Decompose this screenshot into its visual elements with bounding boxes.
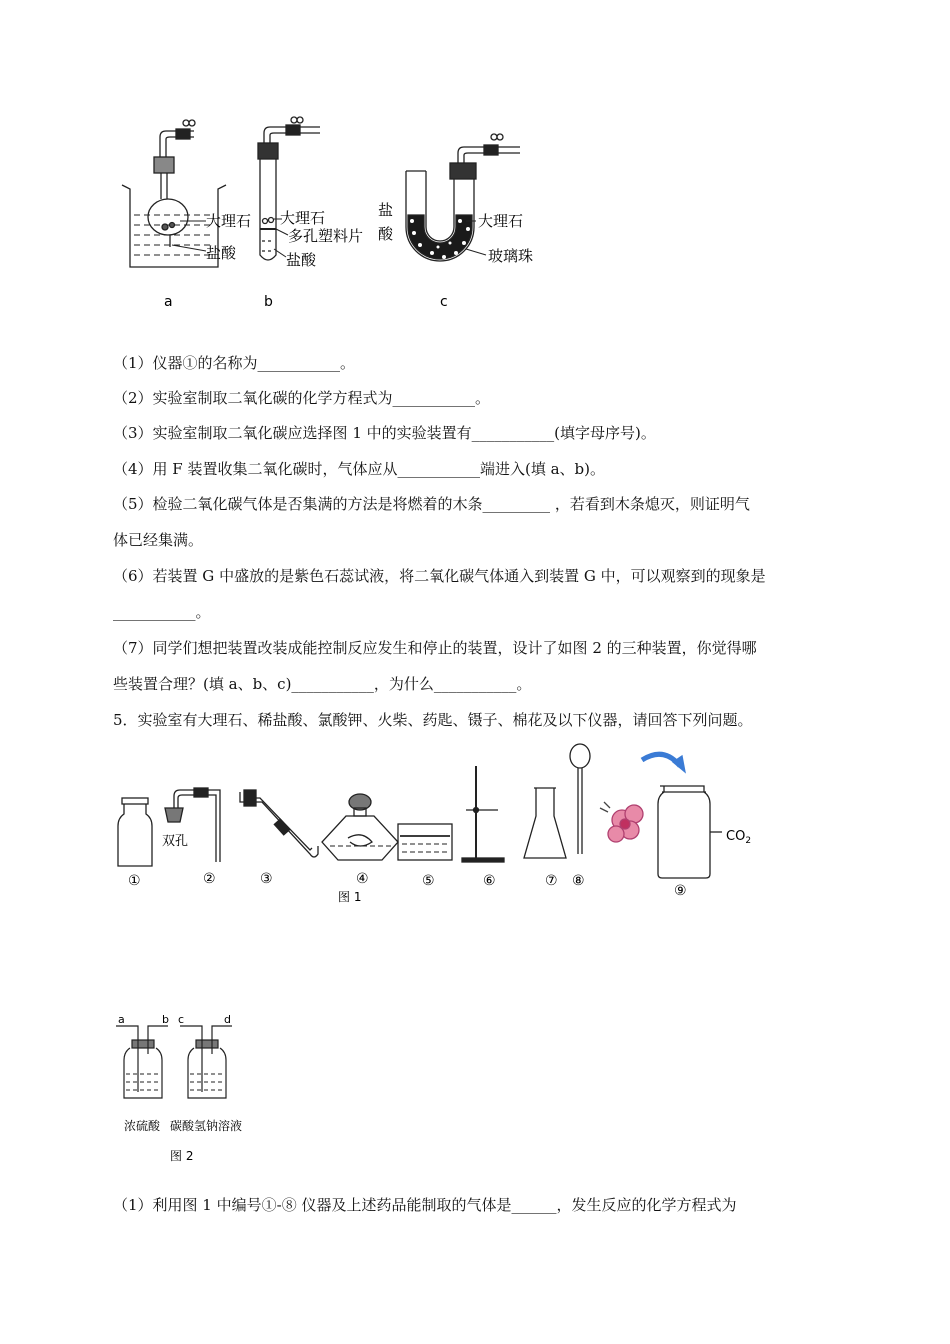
question-3: （3）实验室制取二氧化碳应选择图 1 中的实验装置有___________(填字母序号)。	[113, 424, 656, 442]
apparatus-8-long-funnel	[570, 744, 590, 854]
question-5: （5）检验二氧化碳气体是否集满的方法是将燃着的木条_________ ，若看到木条熄灭，则证明气	[113, 495, 750, 513]
label-shuangkong: 双孔	[162, 834, 189, 849]
label-b-plate: 多孔塑料片	[288, 227, 364, 245]
wash-bottle-sulfuric-acid	[116, 1026, 168, 1098]
label-sodium-bicarbonate: 碳酸氢钠溶液	[170, 1119, 243, 1133]
question-1: （1）仪器①的名称为___________。	[113, 354, 356, 372]
label-a-acid: 盐酸	[206, 244, 237, 262]
label-sulfuric-acid: 浓硫酸	[124, 1119, 161, 1133]
label-b-marble: 大理石	[280, 209, 326, 227]
question-4: （4）用 F 装置收集二氧化碳时，气体应从___________端进入(填 a、b)。	[113, 460, 606, 478]
number-2: ②	[203, 871, 216, 887]
question-7: （7）同学们想把装置改装成能控制反应发生和停止的装置，设计了如图 2 的三种装置，你觉得哪	[113, 639, 757, 657]
question-5-cont: 体已经集满。	[113, 531, 204, 549]
arrow-icon	[642, 754, 680, 766]
number-9: ⑨	[674, 883, 687, 899]
question-7-cont: 些装置合理？(填 a、b、c)___________，为什么___________。	[113, 675, 532, 693]
apparatus-5-trough	[398, 824, 452, 860]
question-5-intro: 5．实验室有大理石、稀盐酸、氯酸钾、火柴、药匙、镊子、棉花及以下仪器，请回答下列问题。	[113, 711, 753, 729]
number-8: ⑧	[572, 873, 585, 889]
apparatus-3-bent-tube	[240, 790, 318, 857]
question-6: （6）若装置 G 中盛放的是紫色石蕊试液，将二氧化碳气体通入到装置 G 中，可以观察到的现象是	[113, 567, 766, 585]
question-2: （2）实验室制取二氧化碳的化学方程式为___________。	[113, 389, 491, 407]
label-c-marble: 大理石	[478, 212, 524, 230]
label-a-marble: 大理石	[206, 212, 252, 230]
apparatus-4-alcohol-lamp	[322, 794, 398, 860]
tube-label-b: b	[162, 1013, 169, 1026]
caption-b: b	[264, 294, 273, 310]
figure-2-caption: 图 2	[170, 1149, 194, 1163]
label-c-beads: 玻璃珠	[488, 247, 534, 265]
number-6: ⑥	[483, 873, 496, 889]
number-3: ③	[260, 871, 273, 887]
number-7: ⑦	[545, 873, 558, 889]
apparatus-9-gas-jar	[658, 786, 722, 878]
label-b-acid: 盐酸	[286, 251, 317, 269]
flower-image	[600, 802, 643, 842]
apparatus-1-bottle	[118, 798, 152, 866]
device-c	[406, 134, 520, 261]
label-co2: $CO_2$	[726, 829, 752, 846]
apparatus-2-stopper	[165, 788, 220, 862]
figure-2-wash-bottles	[112, 1010, 262, 1170]
question-6-blank: ___________。	[113, 603, 211, 621]
wash-bottle-sodium-bicarbonate	[180, 1026, 232, 1098]
question-5-1: （1）利用图 1 中编号①-⑧ 仪器及上述药品能制取的气体是______，发生反应的化学方程式为	[113, 1196, 737, 1214]
caption-c: c	[440, 294, 448, 310]
caption-a: a	[164, 294, 173, 310]
figure-1-apparatus	[110, 742, 760, 907]
tube-label-d: d	[224, 1013, 231, 1026]
number-4: ④	[356, 871, 369, 887]
number-5: ⑤	[422, 873, 435, 889]
number-1: ①	[128, 873, 141, 889]
apparatus-6-iron-stand	[462, 766, 504, 862]
figure-1-caption: 图 1	[338, 890, 362, 904]
label-c-acid-1: 盐	[378, 201, 394, 219]
figure-devices-abc	[110, 115, 570, 315]
label-c-acid-2: 酸	[378, 225, 394, 243]
tube-label-a: a	[118, 1013, 125, 1026]
tube-label-c: c	[178, 1013, 185, 1026]
apparatus-7-conical-flask	[524, 788, 566, 858]
